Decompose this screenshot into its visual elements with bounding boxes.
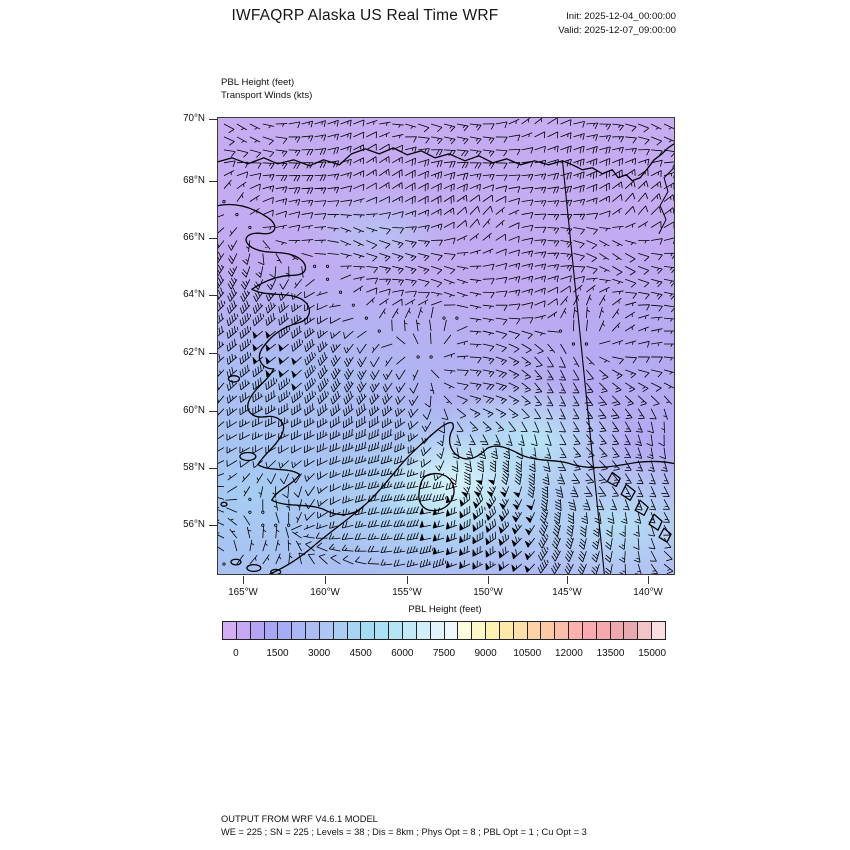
model-footer-line2: WE = 225 ; SN = 225 ; Levels = 38 ; Dis = 8km ; Phys Opt = 8 ; PBL Opt = 1 ; Cu Opt = 3 — [221, 826, 587, 837]
lon-tick — [325, 576, 326, 584]
wind-barbs-layer — [218, 118, 674, 574]
lat-tick — [209, 525, 217, 526]
colorbar-tick-label: 15000 — [638, 648, 667, 659]
lon-tick-label: 165°W — [228, 587, 258, 598]
colorbar-cell — [305, 622, 319, 639]
lat-tick-label: 70°N — [183, 113, 205, 124]
colorbar-cell — [651, 622, 665, 639]
colorbar-cell — [416, 622, 430, 639]
lon-tick-label: 155°W — [392, 587, 422, 598]
colorbar-tick-label: 0 — [233, 648, 239, 659]
colorbar-cell — [402, 622, 416, 639]
lat-tick — [209, 353, 217, 354]
colorbar-cell — [291, 622, 305, 639]
lat-tick-label: 56°N — [183, 519, 205, 530]
lon-tick — [488, 576, 489, 584]
lat-tick — [209, 295, 217, 296]
colorbar-cell — [610, 622, 624, 639]
field-legend-line1: PBL Height (feet) — [221, 77, 295, 88]
lat-tick — [209, 238, 217, 239]
colorbar-cell — [513, 622, 527, 639]
colorbar-cell — [623, 622, 637, 639]
run-times — [500, 10, 676, 37]
colorbar-cell — [596, 622, 610, 639]
colorbar-cell — [471, 622, 485, 639]
model-footer-line1: OUTPUT FROM WRF V4.6.1 MODEL — [221, 814, 378, 824]
lon-tick-label: 160°W — [310, 587, 340, 598]
colorbar-cell — [250, 622, 264, 639]
field-legend-line2: Transport Winds (kts) — [221, 90, 313, 101]
colorbar-cell — [223, 622, 236, 639]
colorbar — [222, 621, 666, 640]
colorbar-cell — [347, 622, 361, 639]
colorbar-cell — [554, 622, 568, 639]
lat-tick-label: 66°N — [183, 232, 205, 243]
colorbar-cell — [360, 622, 374, 639]
colorbar-tick-label: 13500 — [596, 648, 625, 659]
lon-tick-label: 140°W — [633, 587, 663, 598]
colorbar-cell — [277, 622, 291, 639]
colorbar-cell — [540, 622, 554, 639]
model-footer — [221, 813, 587, 838]
colorbar-cell — [637, 622, 651, 639]
lat-tick-label: 60°N — [183, 405, 205, 416]
alaska-map-panel — [217, 117, 675, 575]
valid-time: Valid: 2025-12-07_09:00:00 — [558, 24, 676, 36]
colorbar-tick-label: 3000 — [308, 648, 331, 659]
colorbar-title: PBL Height (feet) — [408, 604, 482, 615]
lat-tick-label: 58°N — [183, 462, 205, 473]
colorbar-cell — [485, 622, 499, 639]
lat-tick — [209, 468, 217, 469]
colorbar-tick-label: 7500 — [432, 648, 456, 659]
lat-tick — [209, 181, 217, 182]
lon-tick — [243, 576, 244, 584]
init-time: Init: 2025-12-04_00:00:00 — [566, 11, 676, 22]
colorbar-cell — [388, 622, 402, 639]
colorbar-cell — [430, 622, 444, 639]
colorbar-cell — [236, 622, 250, 639]
colorbar-cell — [374, 622, 388, 639]
lon-tick — [407, 576, 408, 584]
page-title: IWFAQRP Alaska US Real Time WRF — [231, 7, 499, 24]
lat-tick-label: 62°N — [183, 347, 205, 358]
colorbar-tick-label: 1500 — [266, 648, 289, 659]
colorbar-cell — [457, 622, 471, 639]
lon-tick-label: 150°W — [473, 587, 503, 598]
colorbar-cell — [499, 622, 513, 639]
lat-tick — [209, 119, 217, 120]
colorbar-tick-label: 4500 — [349, 648, 372, 659]
lat-tick-label: 68°N — [183, 175, 205, 186]
colorbar-cell — [264, 622, 278, 639]
colorbar-cell — [444, 622, 458, 639]
lat-tick-label: 64°N — [183, 289, 205, 300]
lon-tick-label: 145°W — [552, 587, 582, 598]
lon-tick — [648, 576, 649, 584]
colorbar-cell — [527, 622, 541, 639]
lon-tick — [567, 576, 568, 584]
colorbar-tick-label: 10500 — [513, 648, 542, 659]
colorbar-cell — [568, 622, 582, 639]
colorbar-cell — [582, 622, 596, 639]
colorbar-tick-label: 6000 — [391, 648, 414, 659]
colorbar-cell — [333, 622, 347, 639]
field-legend — [221, 76, 312, 102]
lat-tick — [209, 411, 217, 412]
colorbar-tick-label: 12000 — [554, 648, 583, 659]
colorbar-cell — [319, 622, 333, 639]
colorbar-tick-label: 9000 — [474, 648, 497, 659]
